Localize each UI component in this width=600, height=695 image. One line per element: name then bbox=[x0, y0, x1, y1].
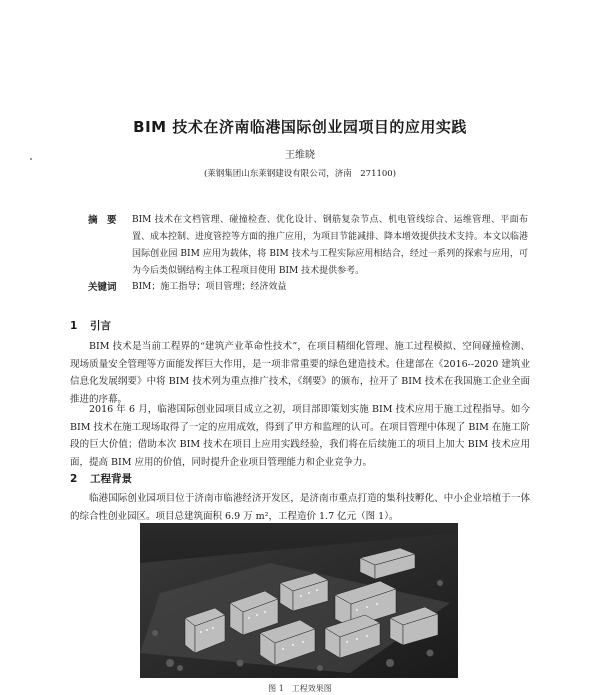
keywords-label: 关键词 bbox=[88, 282, 117, 293]
section-2-heading bbox=[70, 471, 132, 486]
section-title: 工程背景 bbox=[90, 473, 132, 485]
abstract-block bbox=[88, 212, 528, 280]
project-rendering-figure bbox=[140, 523, 458, 678]
keywords-text: BIM；施工指导；项目管理；经济效益 bbox=[132, 282, 287, 292]
abstract-text: BIM 技术在文档管理、碰撞检查、优化设计、钢筋复杂节点、机电管线综合、运维管理、平面布置、成本控制、进度管控等方面的推广应用，为项目节能减排、降本增效提供技术支持。本文以临港国际创业园 BIM 应用为载体，将 BIM 技术与工程实际应用相结合，经过一系列的探索与应用，可为今后类似钢结构主体工程项目使用 BIM 技术提供参考。 bbox=[132, 215, 529, 276]
section-1-paragraph-1: BIM 技术是当前工程界的“建筑产业革命性技术”，在项目精细化管理、施工过程模拟、空间碰撞检测、现场质量安全管理等方面能发挥巨大作用，是一项非常重要的绿色建造技术。住建部在《2016--2020 建筑业信息化发展纲要》中将 BIM 技术列为重点推广技术，《纲要》的颁布，拉开了 BIM 技术在我国施工企业全面推进的序幕。 bbox=[70, 341, 530, 405]
section-title: 引言 bbox=[90, 320, 111, 332]
section-2-paragraph-1: 临港国际创业园项目位于济南市临港经济开发区，是济南市重点打造的集科技孵化、中小企业培植于一体的综合性创业园区。项目总建筑面积 6.9 万 m²，工程造价 1.7 亿元（图 1）。 bbox=[70, 493, 530, 522]
paper-title: BIM 技术在济南临港国际创业园项目的应用实践 bbox=[133, 118, 467, 136]
section-number: 2 bbox=[70, 473, 78, 485]
section-number: 1 bbox=[70, 320, 78, 332]
section-1-heading bbox=[70, 318, 111, 333]
section-1-paragraph-2: 2016 年 6 月，临港国际创业园项目成立之初，项目部即策划实施 BIM 技术应用于施工过程指导。如今 BIM 技术在施工现场取得了一定的应用成效，得到了甲方和监理的认可。在项目管理中体现了 BIM 在施工阶段的巨大价值；借助本次 BIM 技术在项目上应用实践经验，我们将在后续施工的项目上加大 BIM 技术应用面，提高 BIM 应用的价值，同时提升企业项目管理能力和企业竞争力。 bbox=[70, 404, 530, 468]
author-name: 王维晓 bbox=[285, 150, 315, 161]
figure-caption: 图 1 工程效果图 bbox=[268, 684, 332, 693]
keywords-block bbox=[88, 279, 528, 296]
author-affiliation: (莱钢集团山东莱钢建设有限公司，济南 271100) bbox=[203, 169, 397, 179]
aerial-rendering-image bbox=[140, 523, 458, 678]
abstract-label: 摘 要 bbox=[88, 215, 117, 226]
